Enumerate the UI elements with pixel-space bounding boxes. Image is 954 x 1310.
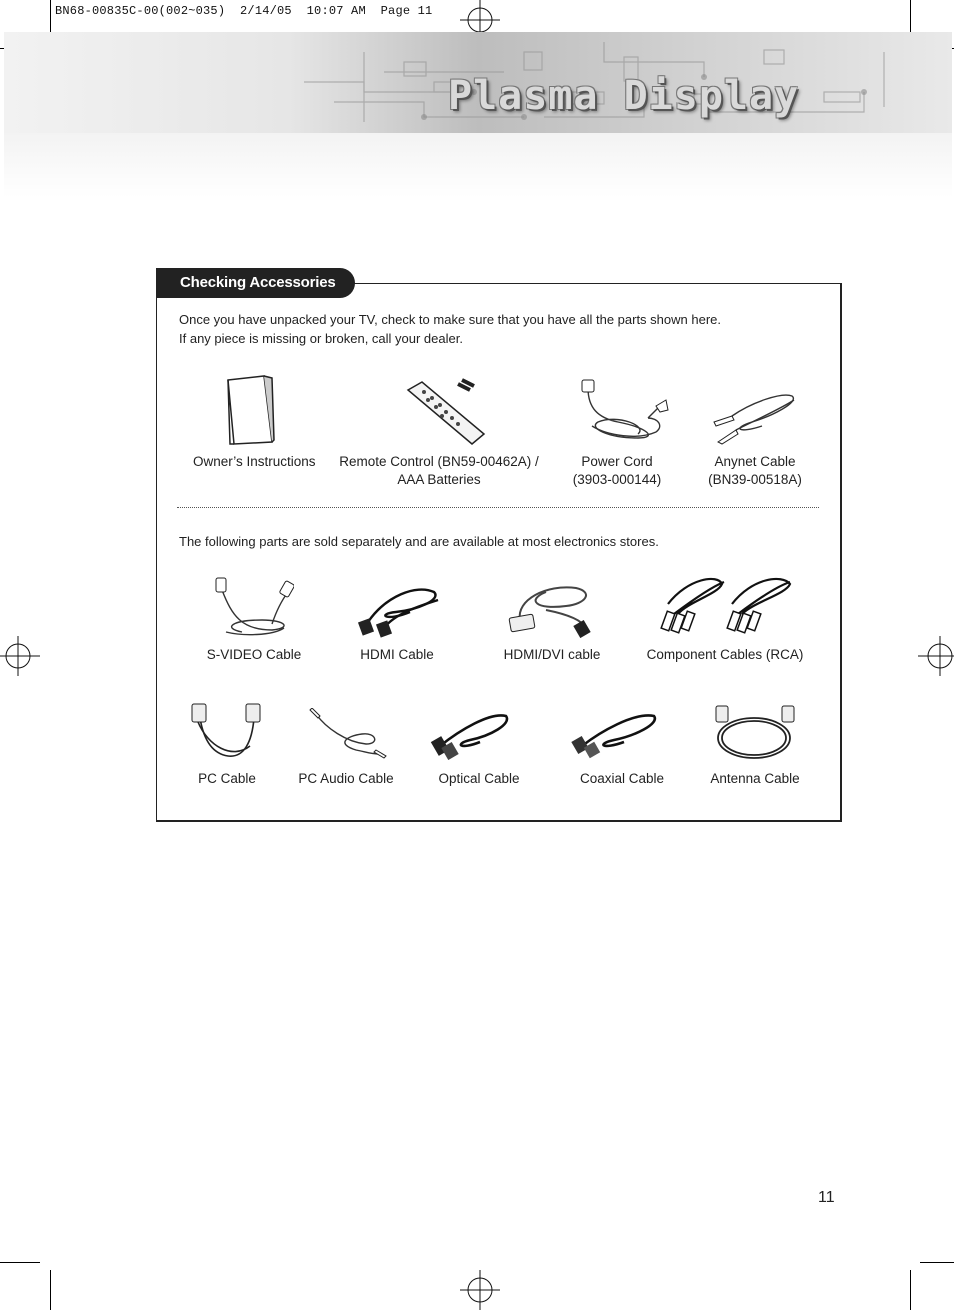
crop-mark [50, 1270, 51, 1310]
crop-mark [910, 1270, 911, 1310]
page-number: 11 [818, 1189, 835, 1206]
sold-label-hdmi: HDMI Cable [360, 647, 434, 662]
included-label-remote-control [334, 453, 544, 489]
booklet-icon [224, 374, 276, 446]
included-label-power-cord [562, 453, 672, 489]
registration-mark-icon [0, 636, 40, 676]
sold-label-optical: Optical Cable [438, 771, 520, 786]
component-cables-icon [658, 574, 798, 636]
section-title: Checking Accessories [156, 268, 355, 298]
included-label-line2: AAA Batteries [397, 472, 481, 487]
power-cord-icon [578, 378, 672, 444]
pc-cable-icon [188, 702, 264, 764]
remote-control-icon [402, 378, 488, 450]
hdmi-cable-icon [356, 582, 444, 638]
sold-label-pc-audio: PC Audio Cable [298, 771, 394, 786]
crop-mark [920, 1262, 954, 1263]
sold-label-coaxial: Coaxial Cable [579, 771, 665, 786]
anynet-cable-icon [712, 386, 798, 446]
included-label-line2: (3903-000144) [572, 472, 662, 487]
antenna-cable-icon [708, 704, 800, 764]
sold-label-antenna: Antenna Cable [710, 771, 800, 786]
hdmi-dvi-cable-icon [506, 580, 598, 638]
sold-separately-note: The following parts are sold separately and are available at most electronics stores. [179, 534, 659, 549]
print-slug: BN68-00835C-00(002~035) 2/14/05 10:07 AM Page 11 [55, 4, 433, 18]
sold-label-component: Component Cables (RCA) [646, 647, 804, 662]
included-label-line2: (BN39-00518A) [708, 472, 802, 487]
pc-audio-cable-icon [306, 708, 388, 760]
included-label-line1: Anynet Cable [714, 454, 796, 469]
dotted-divider [177, 507, 819, 508]
banner-fade [4, 133, 952, 198]
sold-label-hdmi-dvi: HDMI/DVI cable [503, 647, 601, 662]
included-label-line1: Remote Control (BN59-00462A) / [339, 454, 539, 469]
optical-cable-icon [430, 710, 514, 760]
sold-label-pc: PC Cable [198, 771, 256, 786]
coaxial-cable-icon [570, 710, 662, 760]
sold-label-svideo: S-VIDEO Cable [206, 647, 302, 662]
included-label-line1: Power Cord [581, 454, 653, 469]
crop-mark [0, 1262, 40, 1263]
page-title: Plasma Display [448, 73, 800, 119]
intro-text-line2: If any piece is missing or broken, call your dealer. [179, 331, 463, 346]
intro-text-line1: Once you have unpacked your TV, check to make sure that you have all the parts shown here. [179, 312, 721, 327]
registration-mark-icon [460, 1270, 500, 1310]
included-label-line1: Owner’s Instructions [193, 454, 316, 469]
registration-mark-icon [918, 636, 954, 676]
included-label-anynet-cable [700, 453, 810, 489]
included-label-owners-instructions [193, 453, 316, 471]
svideo-cable-icon [212, 576, 294, 638]
